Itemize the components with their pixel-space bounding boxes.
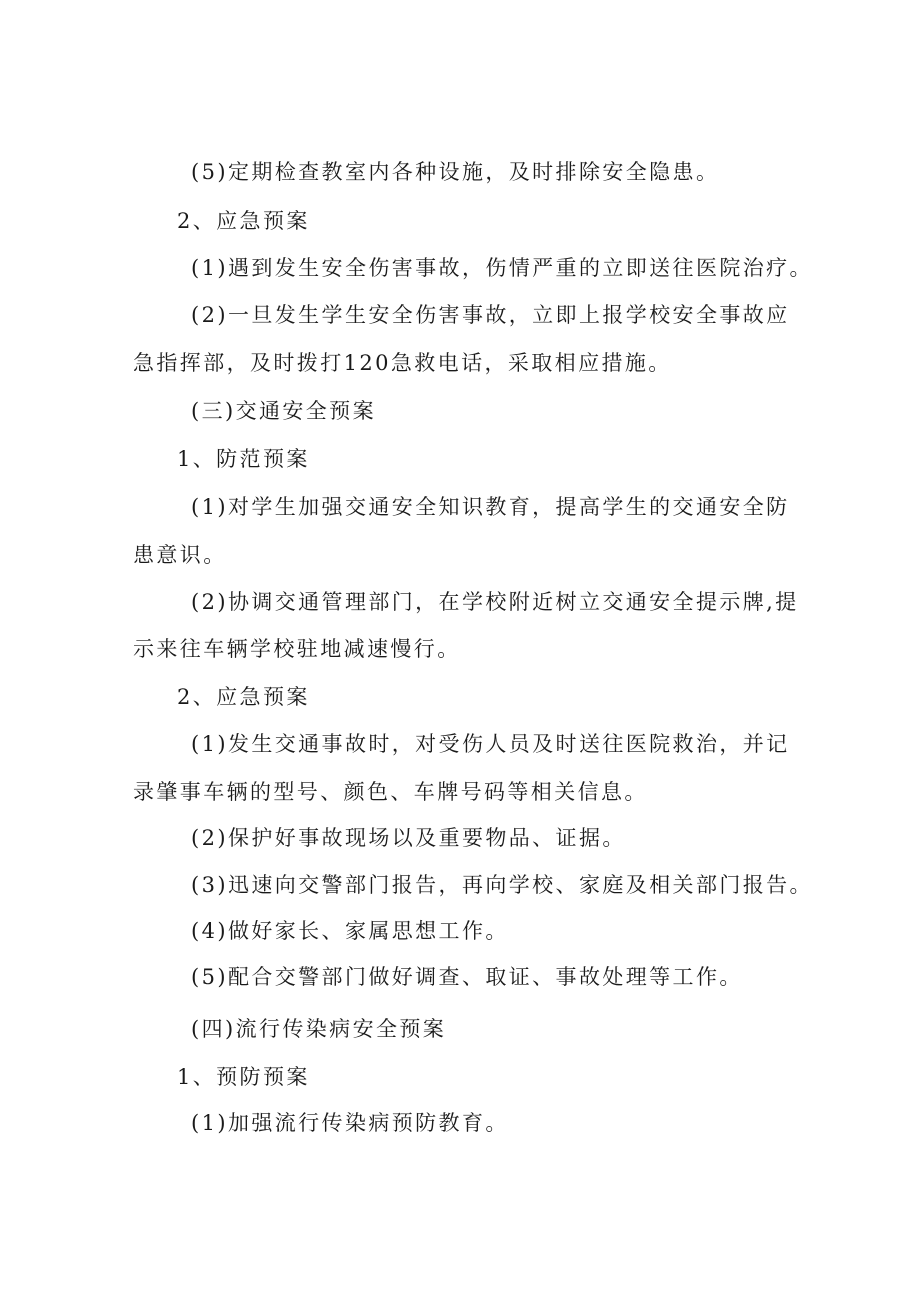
- paragraph-line: (5)定期检查教室内各种设施，及时排除安全隐患。: [191, 160, 720, 184]
- paragraph-line: (5)配合交警部门做好调查、取证、事故处理等工作。: [191, 965, 743, 989]
- section-heading: 2、应急预案: [177, 209, 310, 233]
- paragraph-line: (4)做好家长、家属思想工作。: [191, 919, 509, 943]
- paragraph-line: (1)对学生加强交通安全知识教育，提高学生的交通安全防: [191, 495, 790, 519]
- section-heading: (三)交通安全预案: [191, 399, 376, 423]
- paragraph-line: (1)遇到发生安全伤害事故，伤情严重的立即送往医院治疗。: [191, 256, 813, 280]
- paragraph-line: (1)发生交通事故时，对受伤人员及时送往医院救治，并记: [191, 732, 790, 756]
- paragraph-line: 患意识。: [133, 543, 227, 567]
- section-heading: 1、防范预案: [177, 447, 310, 471]
- paragraph-line: 急指挥部，及时拨打120急救电话，采取相应措施。: [133, 351, 672, 375]
- paragraph-line: 示来往车辆学校驻地减速慢行。: [133, 637, 461, 661]
- paragraph-line: 录肇事车辆的型号、颜色、车牌号码等相关信息。: [133, 780, 648, 804]
- paragraph-line: (2)保护好事故现场以及重要物品、证据。: [191, 826, 626, 850]
- paragraph-line: (3)迅速向交警部门报告，再向学校、家庭及相关部门报告。: [191, 873, 813, 897]
- paragraph-line: (1)加强流行传染病预防教育。: [191, 1111, 509, 1135]
- paragraph-line: (2)一旦发生学生安全伤害事故，立即上报学校安全事故应: [191, 303, 790, 327]
- section-heading: 1、预防预案: [177, 1065, 310, 1089]
- section-heading: (四)流行传染病安全预案: [191, 1017, 447, 1041]
- section-heading: 2、应急预案: [177, 685, 310, 709]
- paragraph-line: (2)协调交通管理部门，在学校附近树立交通安全提示牌,提: [191, 590, 799, 614]
